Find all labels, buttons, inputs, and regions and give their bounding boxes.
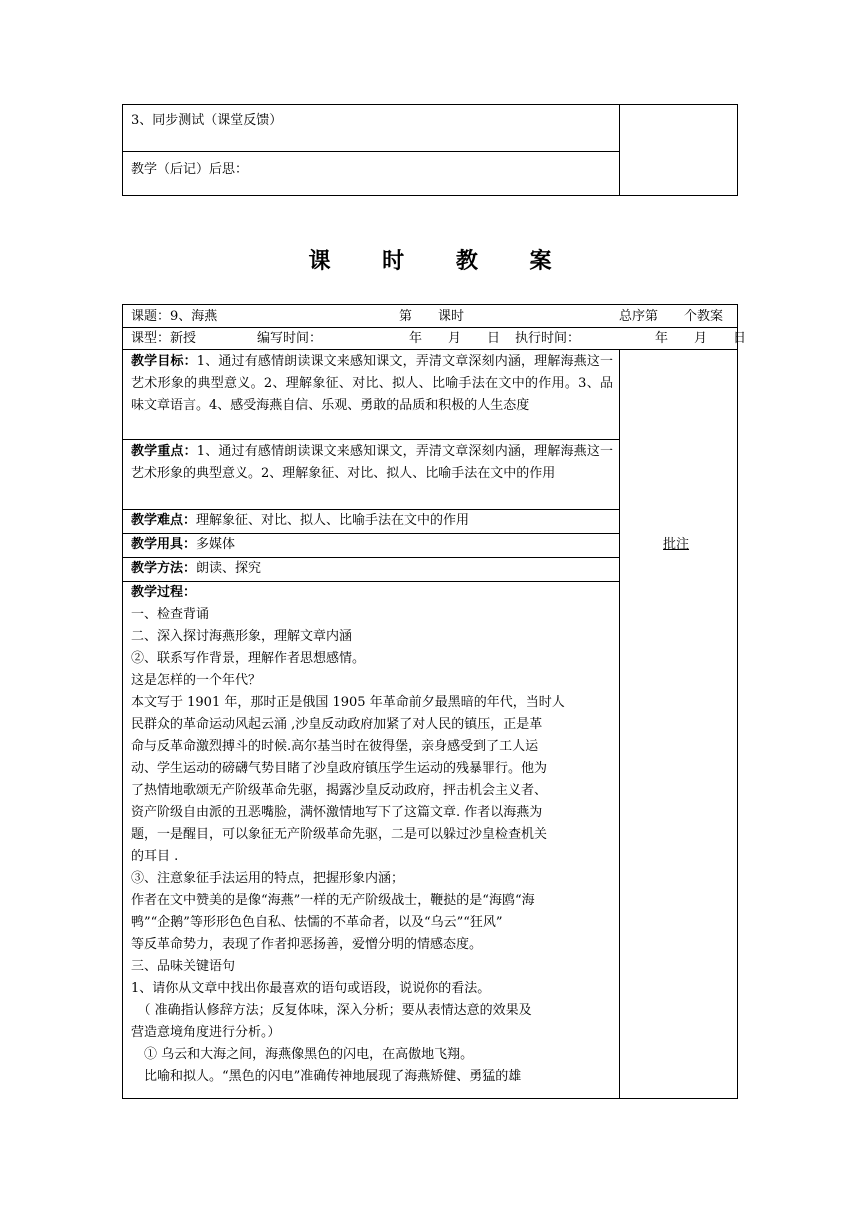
table-divider [123, 151, 619, 152]
process-line: 这是怎样的一个年代？ [131, 673, 262, 688]
process-line: 三、品味关键语句 [131, 959, 236, 974]
process-line: 动、学生运动的磅礴气势目睹了沙皇政府镇压学生运动的残暴罪行。他为 [131, 761, 548, 776]
process-line: 资产阶级自由派的丑恶嘴脸，满怀激情地写下了这篇文章. 作者以海燕为 [131, 805, 543, 820]
key-label: 教学重点： [131, 444, 197, 459]
difficulty-label: 教学难点： [131, 513, 197, 528]
process-line: 一、检查背诵 [131, 607, 210, 622]
write-date: 年 月 日 [409, 331, 501, 346]
period-label: 第 课时 [399, 309, 465, 324]
process-line: ②、联系写作背景，理解作者思想感情。 [131, 651, 366, 666]
exec-date: 年 月 日 [655, 331, 747, 346]
process-line: 了热情地歌颂无产阶级革命先驱，揭露沙皇反动政府，抨击机会主义者、 [131, 783, 548, 798]
teaching-process-label: 教学过程： [131, 585, 197, 600]
teaching-tools [131, 534, 613, 556]
process-line: 命与反革命激烈搏斗的时候.高尔基当时在彼得堡，亲身感受到了工人运 [131, 739, 539, 754]
lesson-plan-table [122, 304, 747, 1099]
process-line: ③、注意象征手法运用的特点，把握形象内涵； [131, 871, 405, 886]
total-label: 总序第 个教案 [619, 309, 724, 324]
method-label: 教学方法： [131, 561, 197, 576]
feedback-table [122, 104, 738, 196]
process-line: 本文写于 1901 年，那时正是俄国 1905 年革命前夕最黑暗的年代，当时人 [131, 695, 565, 710]
process-line: 1、请你从文章中找出你最喜欢的语句或语段，说说你的看法。 [131, 981, 491, 996]
process-line: 营造意境角度进行分析。） [131, 1025, 281, 1040]
teaching-process-body [131, 604, 615, 1088]
difficulty-text: 理解象征、对比、拟人、比喻手法在文中的作用 [196, 513, 470, 528]
row-divider [123, 349, 737, 350]
annotation-label: 批注 [663, 537, 690, 552]
tools-label: 教学用具： [131, 537, 197, 552]
process-line: ① 乌云和大海之间，海燕像黑色的闪电，在高傲地飞翔。 [131, 1047, 474, 1062]
page-title: 课 时 教 案 [308, 248, 574, 274]
goal-label: 教学目标： [131, 354, 197, 369]
method-text: 朗读、探究 [196, 561, 262, 576]
process-line: 作者在文中赞美的是像“海燕”一样的无产阶级战士，鞭挞的是“海鸥“海 [131, 893, 535, 908]
type-label: 课型：新授 [131, 331, 197, 346]
process-line: 鸭”“企鹅”等形形色色自私、怯懦的不革命者，以及“乌云”“狂风” [131, 915, 503, 930]
row-divider [123, 327, 737, 328]
afterthought-row: 教学（后记）后思： [131, 162, 249, 177]
teaching-difficulty [131, 510, 613, 532]
teaching-key-points [131, 441, 613, 485]
process-line: 的耳目 . [131, 849, 179, 864]
process-line: 比喻和拟人。“黑色的闪电”准确传神地展现了海燕矫健、勇猛的雄 [131, 1069, 522, 1084]
column-divider [619, 349, 620, 1098]
tools-text: 多媒体 [196, 537, 236, 552]
subject-label: 课题：9、海燕 [131, 309, 218, 324]
process-line: 题，一是醒目，可以象征无产阶级革命先驱，二是可以躲过沙皇检查机关 [131, 827, 548, 842]
key-text: 1、通过有感情朗读课文来感知课文，弄清文章深刻内涵，理解海燕这一艺术形象的典型意义。2、理解象征、对比、拟人、比喻手法在文中的作用 [131, 444, 613, 481]
process-line: （ 准确指认修辞方法；反复体味，深入分析；要从表情达意的效果及 [131, 1003, 532, 1018]
sync-test-row: 3、同步测试（课堂反馈） [131, 113, 283, 128]
write-time-label: 编写时间： [257, 331, 323, 346]
teaching-goal [131, 351, 613, 417]
row-divider [123, 439, 619, 440]
process-line: 等反革命势力，表现了作者抑恶扬善，爱憎分明的情感态度。 [131, 937, 483, 952]
process-line: 二、深入探讨海燕形象，理解文章内涵 [131, 629, 353, 644]
teaching-method [131, 558, 613, 580]
exec-time-label: 执行时间： [515, 331, 581, 346]
table-divider [619, 105, 620, 195]
goal-text: 1、通过有感情朗读课文来感知课文，弄清文章深刻内涵，理解海燕这一艺术形象的典型意义。2、理解象征、对比、拟人、比喻手法在文中的作用。3、品味文章语言。4、感受海燕自信、乐观、勇敢的品质和积极的人生态度 [131, 354, 613, 413]
process-line: 民群众的革命运动风起云涌 ,沙皇反动政府加紧了对人民的镇压，正是革 [131, 717, 543, 732]
